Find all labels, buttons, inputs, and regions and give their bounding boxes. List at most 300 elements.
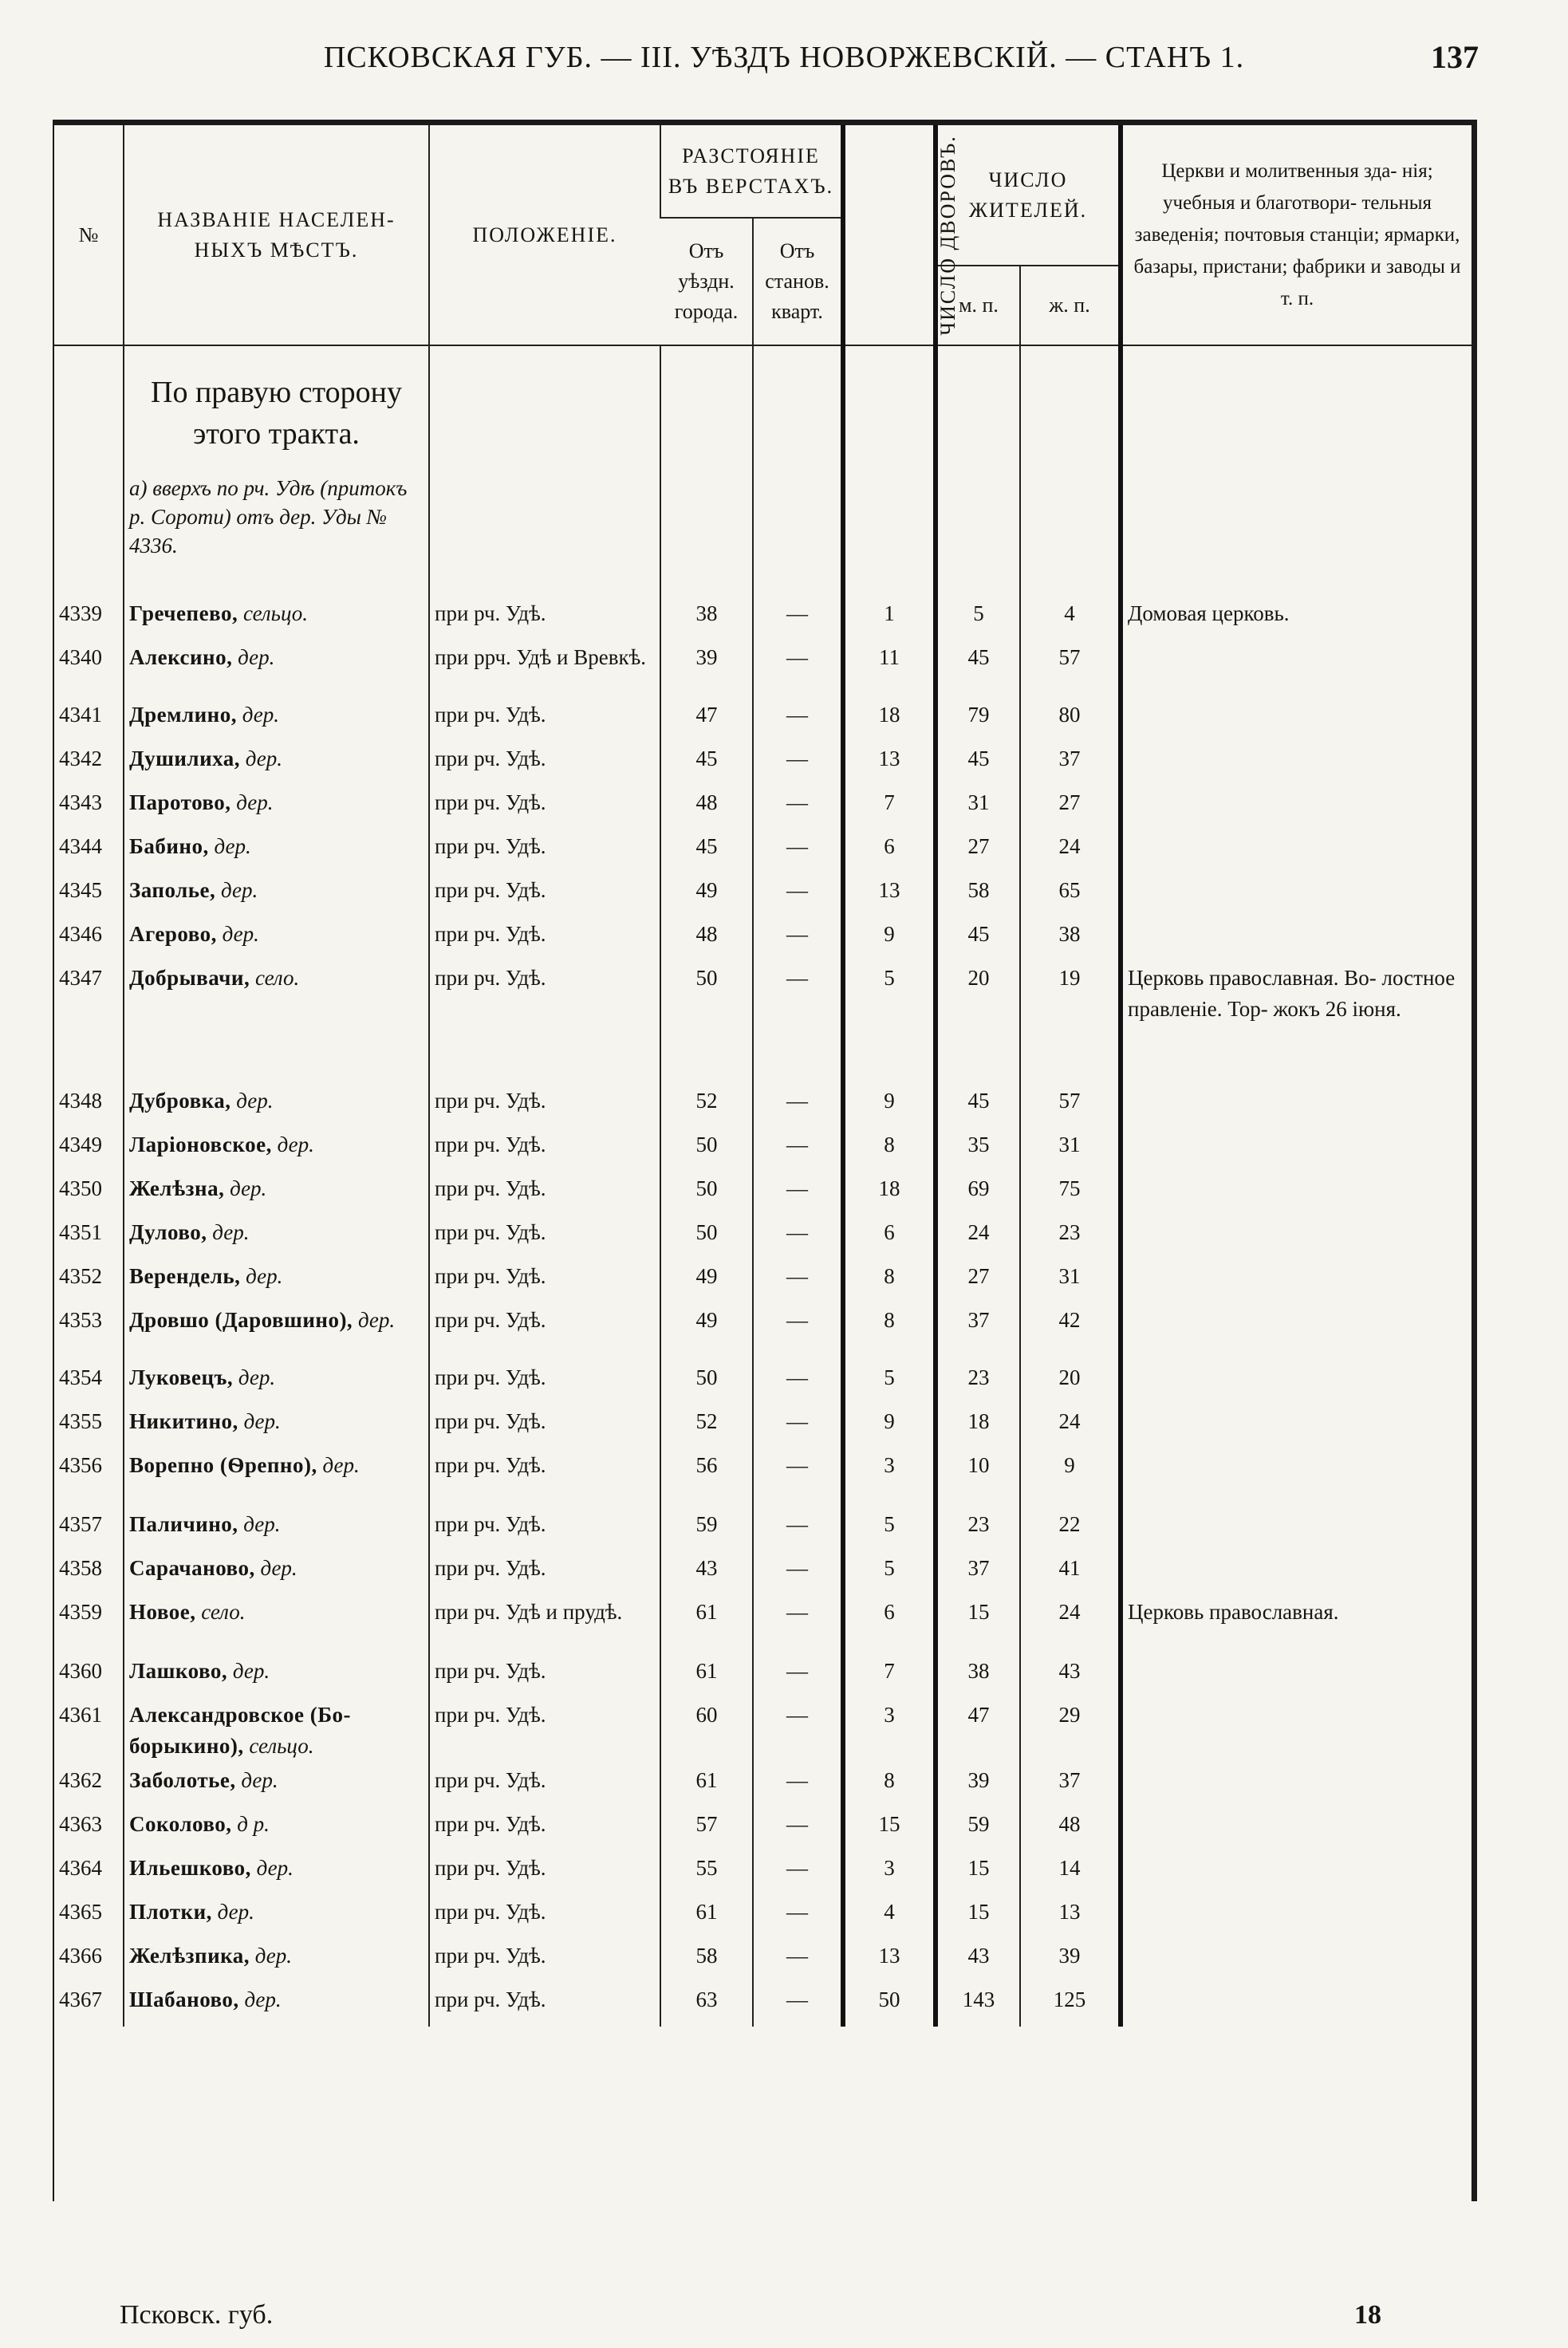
table-row [54, 786, 1471, 829]
distance-from-station: — [753, 1551, 843, 1595]
place-position: при рч. Удѣ. [429, 1259, 660, 1303]
notes-cell [1121, 1551, 1471, 1595]
row-number: 4339 [59, 601, 102, 625]
place-position: при рч. Удѣ. [429, 917, 660, 961]
row-number: 4359 [59, 1600, 102, 1624]
place-type: дер. [212, 1220, 250, 1244]
place-type: дер. [221, 878, 258, 902]
male-count: 47 [936, 1698, 1020, 1763]
distance-from-town: 55 [660, 1851, 753, 1895]
notes-cell [1121, 829, 1471, 873]
notes-cell [1121, 1895, 1471, 1939]
place-type: дер. [238, 645, 275, 669]
place-name-text: Ворепно (Ѳрепно), [129, 1453, 317, 1477]
distance-from-town: 61 [660, 1895, 753, 1939]
place-name [124, 698, 429, 742]
distance-from-town: 56 [660, 1448, 753, 1507]
place-position: при рч. Удѣ. [429, 786, 660, 829]
households-count: 3 [843, 1448, 936, 1507]
notes-cell [1121, 1303, 1471, 1361]
place-name [124, 1172, 429, 1215]
distance-from-town: 39 [660, 640, 753, 698]
place-name-text: Паличино, [129, 1512, 238, 1536]
row-number: 4341 [59, 703, 102, 727]
table-row [54, 1448, 1471, 1507]
female-count: 48 [1020, 1807, 1121, 1851]
distance-from-station: — [753, 1172, 843, 1215]
col-header-distance: РАЗСТОЯНІЕ ВЪ ВЕРСТАХЪ. [660, 125, 843, 218]
households-count: 15 [843, 1807, 936, 1851]
place-name-text: Никитино, [129, 1409, 238, 1433]
table-row [54, 1807, 1471, 1851]
place-name [124, 829, 429, 873]
place-name [124, 1654, 429, 1698]
male-count: 15 [936, 1595, 1020, 1654]
female-count: 43 [1020, 1654, 1121, 1698]
distance-from-station: — [753, 1361, 843, 1404]
male-count: 23 [936, 1507, 1020, 1551]
col-header-male: м. п. [936, 266, 1020, 345]
place-position: при рч. Удѣ. [429, 1507, 660, 1551]
table-row [54, 1404, 1471, 1448]
households-count: 6 [843, 829, 936, 873]
distance-from-town: 58 [660, 1939, 753, 1983]
place-name [124, 961, 429, 1084]
place-name-text: Дровшо (Даровшино), [129, 1308, 353, 1332]
female-count: 75 [1020, 1172, 1121, 1215]
households-count: 6 [843, 1215, 936, 1259]
table-row [54, 1763, 1471, 1807]
female-count: 80 [1020, 698, 1121, 742]
col-header-no: № [54, 125, 124, 345]
place-position: при рч. Удѣ. [429, 1128, 660, 1172]
distance-from-station: — [753, 1128, 843, 1172]
male-count: 27 [936, 829, 1020, 873]
place-type: дер. [222, 922, 259, 946]
distance-from-station: — [753, 640, 843, 698]
distance-from-town: 57 [660, 1807, 753, 1851]
place-position: при рч. Удѣ. [429, 1361, 660, 1404]
place-name [124, 1084, 429, 1128]
row-number: 4353 [59, 1308, 102, 1332]
row-number: 4365 [59, 1900, 102, 1924]
female-count: 24 [1020, 1404, 1121, 1448]
male-count: 27 [936, 1259, 1020, 1303]
running-title: ПСКОВСКАЯ ГУБ. — III. УѢЗДЪ НОВОРЖЕВСКІЙ. — СТАНЪ 1. [323, 41, 1245, 74]
table-row [54, 1551, 1471, 1595]
table-row [54, 640, 1471, 698]
male-count: 143 [936, 1983, 1020, 2027]
place-type: дер. [357, 1308, 396, 1332]
male-count: 15 [936, 1851, 1020, 1895]
table-row [54, 1507, 1471, 1551]
place-position: при ррч. Удѣ и Вревкѣ. [429, 640, 660, 698]
place-name [124, 1595, 429, 1654]
place-name-text: Шабаново, [129, 1988, 239, 2011]
row-number: 4361 [59, 1703, 102, 1727]
row-number: 4354 [59, 1365, 102, 1389]
distance-from-station: — [753, 1851, 843, 1895]
distance-from-station: — [753, 873, 843, 917]
row-number: 4357 [59, 1512, 102, 1536]
notes-cell [1121, 873, 1471, 917]
households-count: 1 [843, 597, 936, 640]
place-name-text: Паротово, [129, 790, 231, 814]
male-count: 45 [936, 917, 1020, 961]
households-header-text: ЧИСЛО ДВОРОВЪ. [936, 134, 959, 336]
place-type: дер. [214, 834, 251, 858]
households-count: 13 [843, 1939, 936, 1983]
distance-from-town: 45 [660, 742, 753, 786]
row-number: 4355 [59, 1409, 102, 1433]
distance-from-station: — [753, 786, 843, 829]
table-row [54, 597, 1471, 640]
table-row [54, 1361, 1471, 1404]
distance-from-station: — [753, 742, 843, 786]
place-name-text: Ларіоновское, [129, 1133, 272, 1156]
place-name [124, 1128, 429, 1172]
households-count: 5 [843, 1551, 936, 1595]
row-number: 4362 [59, 1768, 102, 1792]
place-type: дер. [242, 703, 279, 727]
male-count: 24 [936, 1215, 1020, 1259]
female-count: 20 [1020, 1361, 1121, 1404]
distance-from-town: 45 [660, 829, 753, 873]
distance-from-station: — [753, 961, 843, 1084]
distance-from-station: — [753, 829, 843, 873]
notes-cell [1121, 1404, 1471, 1448]
distance-from-station: — [753, 698, 843, 742]
households-count: 11 [843, 640, 936, 698]
col-header-name: НАЗВАНІЕ НАСЕЛЕН- НЫХЪ МѢСТЪ. [124, 125, 429, 345]
place-name-text: Дремлино, [129, 703, 237, 727]
place-name-text: Александровское (Бо- борыкино), [129, 1703, 352, 1758]
households-count: 7 [843, 1654, 936, 1698]
notes-cell [1121, 1939, 1471, 1983]
distance-from-town: 43 [660, 1551, 753, 1595]
place-type: д р. [237, 1812, 270, 1836]
female-count: 19 [1020, 961, 1121, 1084]
place-name-text: Гречепево, [129, 601, 238, 625]
female-count: 9 [1020, 1448, 1121, 1507]
col-header-from-station: Отъ станов. кварт. [753, 218, 843, 345]
distance-from-station: — [753, 1595, 843, 1654]
place-name [124, 1507, 429, 1551]
notes-cell [1121, 1807, 1471, 1851]
table-row [54, 1851, 1471, 1895]
place-position: при рч. Удѣ. [429, 1303, 660, 1361]
notes-cell [1121, 1507, 1471, 1551]
place-position: при рч. Удѣ. [429, 1807, 660, 1851]
place-name-text: Сарачаново, [129, 1556, 255, 1580]
distance-from-town: 59 [660, 1507, 753, 1551]
distance-from-town: 61 [660, 1654, 753, 1698]
row-number: 4352 [59, 1264, 102, 1288]
running-head [0, 0, 1568, 120]
male-count: 45 [936, 742, 1020, 786]
place-type: дер. [232, 1659, 270, 1683]
place-type: дер. [241, 1768, 278, 1792]
footer-sheet-number: 18 [1354, 2300, 1381, 2330]
distance-from-station: — [753, 1654, 843, 1698]
col-header-position: ПОЛОЖЕНІЕ. [429, 125, 660, 345]
place-position: при рч. Удѣ. [429, 1983, 660, 2027]
female-count: 125 [1020, 1983, 1121, 2027]
place-position: при рч. Удѣ. [429, 1698, 660, 1763]
households-count: 8 [843, 1128, 936, 1172]
col-header-inhabitants: ЧИСЛО ЖИТЕЛЕЙ. [936, 125, 1121, 266]
distance-from-town: 52 [660, 1084, 753, 1128]
place-name-text: Добрывачи, [129, 966, 250, 990]
table-row [54, 1595, 1471, 1654]
place-name-text: Дубровка, [129, 1089, 231, 1113]
place-name [124, 1895, 429, 1939]
households-count: 6 [843, 1595, 936, 1654]
male-count: 18 [936, 1404, 1020, 1448]
row-number: 4350 [59, 1176, 102, 1200]
place-name [124, 640, 429, 698]
place-name-text: Ильешково, [129, 1856, 251, 1880]
place-name [124, 1551, 429, 1595]
households-count: 13 [843, 742, 936, 786]
row-number: 4349 [59, 1133, 102, 1156]
distance-from-town: 49 [660, 1303, 753, 1361]
male-count: 31 [936, 786, 1020, 829]
households-count: 18 [843, 1172, 936, 1215]
distance-from-town: 48 [660, 786, 753, 829]
place-name [124, 1763, 429, 1807]
male-count: 23 [936, 1361, 1020, 1404]
male-count: 58 [936, 873, 1020, 917]
distance-from-town: 50 [660, 1361, 753, 1404]
place-name [124, 1983, 429, 2027]
distance-from-town: 52 [660, 1404, 753, 1448]
male-count: 43 [936, 1939, 1020, 1983]
distance-from-station: — [753, 1084, 843, 1128]
row-number: 4348 [59, 1089, 102, 1113]
place-name [124, 1303, 429, 1361]
table-header [54, 125, 1471, 345]
distance-from-town: 47 [660, 698, 753, 742]
place-type: дер. [238, 1365, 276, 1389]
table-row [54, 1215, 1471, 1259]
row-number: 4347 [59, 966, 102, 990]
place-name [124, 1698, 429, 1763]
distance-from-station: — [753, 1763, 843, 1807]
female-count: 4 [1020, 597, 1121, 640]
table-body [54, 345, 1471, 2027]
female-count: 31 [1020, 1259, 1121, 1303]
place-type: дер. [245, 747, 283, 770]
place-name [124, 786, 429, 829]
section-subheading: а) вверхъ по рч. Удѣ (притокъ р. Сороти) отъ дер. Уды № 4336. [129, 476, 408, 557]
table-row [54, 1084, 1471, 1128]
place-name [124, 597, 429, 640]
table-row [54, 698, 1471, 742]
table-row [54, 1698, 1471, 1763]
female-count: 22 [1020, 1507, 1121, 1551]
male-count: 10 [936, 1448, 1020, 1507]
notes-cell [1121, 1763, 1471, 1807]
female-count: 13 [1020, 1895, 1121, 1939]
households-count: 8 [843, 1259, 936, 1303]
place-name-text: Душилиха, [129, 747, 241, 770]
households-count: 3 [843, 1851, 936, 1895]
place-name-text: Дулово, [129, 1220, 207, 1244]
distance-from-town: 48 [660, 917, 753, 961]
section-row [54, 345, 1471, 597]
male-count: 59 [936, 1807, 1020, 1851]
place-position: при рч. Удѣ. [429, 742, 660, 786]
place-name-text: Лашково, [129, 1659, 228, 1683]
place-name-text: Агерово, [129, 922, 217, 946]
place-type: дер. [260, 1556, 297, 1580]
place-name [124, 742, 429, 786]
female-count: 31 [1020, 1128, 1121, 1172]
place-name [124, 1404, 429, 1448]
households-count: 5 [843, 1507, 936, 1551]
male-count: 69 [936, 1172, 1020, 1215]
table-row [54, 1654, 1471, 1698]
place-position: при рч. Удѣ. [429, 873, 660, 917]
notes-cell [1121, 698, 1471, 742]
col-header-from-town: Отъ уѣздн. города. [660, 218, 753, 345]
row-number: 4342 [59, 747, 102, 770]
page-number: 137 [1431, 39, 1479, 75]
distance-from-town: 50 [660, 1215, 753, 1259]
female-count: 23 [1020, 1215, 1121, 1259]
place-type: сельцо. [249, 1734, 314, 1758]
place-type: дер. [230, 1176, 267, 1200]
place-position: при рч. Удѣ. [429, 597, 660, 640]
male-count: 45 [936, 1084, 1020, 1128]
place-position: при рч. Удѣ. [429, 1939, 660, 1983]
table-row [54, 1128, 1471, 1172]
notes-cell [1121, 742, 1471, 786]
distance-from-station: — [753, 1895, 843, 1939]
place-name-text: Новое, [129, 1600, 196, 1624]
row-number: 4360 [59, 1659, 102, 1683]
place-type: дер. [243, 1409, 281, 1433]
row-number: 4351 [59, 1220, 102, 1244]
households-count: 4 [843, 1895, 936, 1939]
notes-cell [1121, 1698, 1471, 1763]
place-type: дер. [236, 1089, 274, 1113]
register-table-frame [53, 120, 1477, 2201]
table-row [54, 1259, 1471, 1303]
notes-cell [1121, 1851, 1471, 1895]
notes-cell: Церковь православная. Во- лостное правленіе. Тор- жокъ 26 іюня. [1121, 961, 1471, 1084]
female-count: 57 [1020, 640, 1121, 698]
notes-cell [1121, 1448, 1471, 1507]
male-count: 20 [936, 961, 1020, 1084]
distance-from-town: 38 [660, 597, 753, 640]
place-name [124, 873, 429, 917]
table-row [54, 1939, 1471, 1983]
place-position: при рч. Удѣ. [429, 1084, 660, 1128]
male-count: 39 [936, 1763, 1020, 1807]
notes-cell: Домовая церковь. [1121, 597, 1471, 640]
place-name-text: Алексино, [129, 645, 233, 669]
male-count: 45 [936, 640, 1020, 698]
table-row [54, 873, 1471, 917]
male-count: 38 [936, 1654, 1020, 1698]
notes-cell [1121, 1983, 1471, 2027]
table-row [54, 1303, 1471, 1361]
register-table [54, 125, 1471, 2027]
female-count: 37 [1020, 1763, 1121, 1807]
distance-from-station: — [753, 1698, 843, 1763]
place-name [124, 1215, 429, 1259]
place-type: село. [254, 966, 300, 990]
place-type: дер. [246, 1264, 283, 1288]
place-type: дер. [322, 1453, 360, 1477]
female-count: 39 [1020, 1939, 1121, 1983]
table-row [54, 829, 1471, 873]
households-count: 9 [843, 1404, 936, 1448]
row-number: 4363 [59, 1812, 102, 1836]
table-row [54, 742, 1471, 786]
distance-from-station: — [753, 1259, 843, 1303]
households-count: 9 [843, 917, 936, 961]
households-count: 50 [843, 1983, 936, 2027]
place-name-text: Бабино, [129, 834, 209, 858]
place-position: при рч. Удѣ. [429, 1404, 660, 1448]
place-type: село. [201, 1600, 246, 1624]
female-count: 38 [1020, 917, 1121, 961]
male-count: 35 [936, 1128, 1020, 1172]
distance-from-station: — [753, 1404, 843, 1448]
place-position: при рч. Удѣ. [429, 1448, 660, 1507]
households-count: 18 [843, 698, 936, 742]
row-number: 4364 [59, 1856, 102, 1880]
place-type: дер. [243, 1512, 281, 1536]
distance-from-town: 50 [660, 961, 753, 1084]
row-number: 4356 [59, 1453, 102, 1477]
male-count: 37 [936, 1303, 1020, 1361]
notes-cell [1121, 1172, 1471, 1215]
notes-cell [1121, 786, 1471, 829]
female-count: 14 [1020, 1851, 1121, 1895]
notes-cell [1121, 1361, 1471, 1404]
table-row [54, 961, 1471, 1084]
distance-from-town: 49 [660, 1259, 753, 1303]
female-count: 24 [1020, 829, 1121, 873]
place-position: при рч. Удѣ. [429, 1851, 660, 1895]
place-name-text: Плотки, [129, 1900, 212, 1924]
place-position: при рч. Удѣ и прудѣ. [429, 1595, 660, 1654]
distance-from-station: — [753, 1807, 843, 1851]
distance-from-station: — [753, 1448, 843, 1507]
notes-cell [1121, 1654, 1471, 1698]
distance-from-station: — [753, 1983, 843, 2027]
place-name-text: Луковецъ, [129, 1365, 234, 1389]
distance-from-station: — [753, 1215, 843, 1259]
table-row [54, 917, 1471, 961]
row-number: 4367 [59, 1988, 102, 2011]
place-position: при рч. Удѣ. [429, 1763, 660, 1807]
male-count: 37 [936, 1551, 1020, 1595]
notes-cell [1121, 640, 1471, 698]
place-position: при рч. Удѣ. [429, 1551, 660, 1595]
notes-cell [1121, 1084, 1471, 1128]
row-number: 4346 [59, 922, 102, 946]
households-count: 5 [843, 1361, 936, 1404]
female-count: 65 [1020, 873, 1121, 917]
place-type: сельцо. [242, 601, 309, 625]
notes-cell [1121, 1128, 1471, 1172]
notes-cell: Церковь православная. [1121, 1595, 1471, 1654]
